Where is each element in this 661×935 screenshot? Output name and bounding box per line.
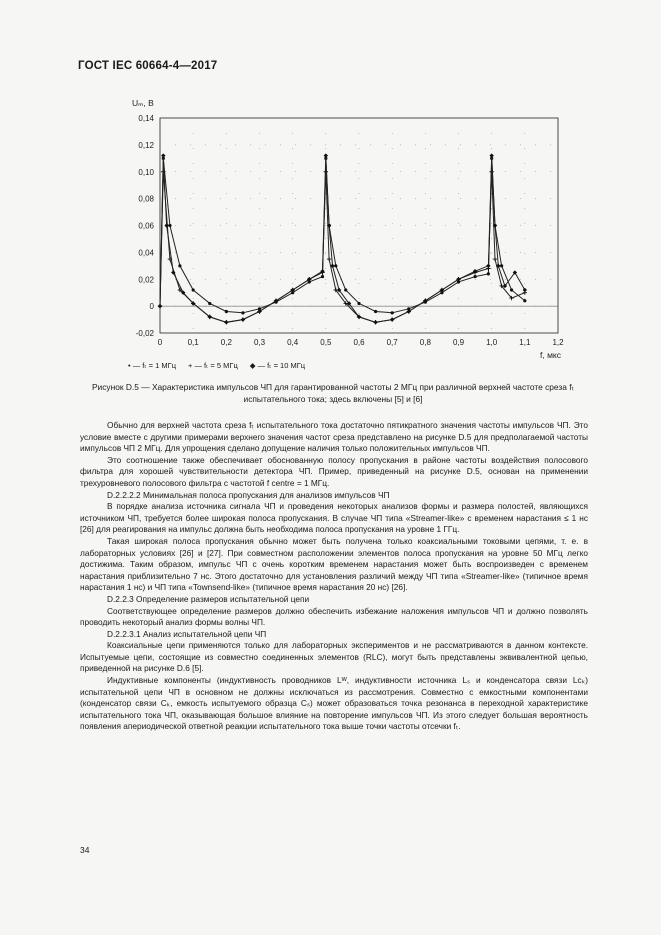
chart-legend xyxy=(128,361,305,370)
paragraph: В порядке анализа источника сигнала ЧП и проведения некоторых анализов формы и размера полостей, являющихся источником ЧП, требуется более широкая полоса пропускания. В случае ЧП типа «Streamer-like» с временем нарастания ≤ 1 нс [26] для реагирования на импульс должна быть необходима полоса пропускания на уровне 1 ГГц. xyxy=(80,501,588,535)
series-point xyxy=(487,272,490,275)
series-point xyxy=(473,275,476,278)
x-tick-label: 0,7 xyxy=(386,338,398,347)
series-point xyxy=(374,310,377,313)
y-tick-label: 0,08 xyxy=(138,194,154,204)
series-point xyxy=(510,288,513,291)
body-text xyxy=(80,420,588,733)
series-point xyxy=(178,264,181,267)
series-line xyxy=(160,156,525,323)
paragraph: Обычно для верхней частота среза fₜ испытательного тока достаточно пятикратного значения частоты импульсов ЧП. Это условие вместе с другими примерами верхнего значения частот среза представлено на рисунке D.5 для предполагаемой частоты импульсов ЧП 2 МГц. Для упрощения сделано допущение наличия только положительных импульсов ЧП. xyxy=(80,420,588,454)
x-tick-label: 0,8 xyxy=(419,338,431,347)
y-tick-label: -0,02 xyxy=(135,329,154,338)
y-tick-label: 0,14 xyxy=(138,114,154,123)
y-axis-label: Uₘ, В xyxy=(132,98,154,108)
x-tick-label: 0,1 xyxy=(187,338,199,347)
series-point xyxy=(241,311,244,314)
series-point xyxy=(344,288,347,291)
chart xyxy=(0,0,661,380)
series-point xyxy=(321,275,324,278)
page-number: 34 xyxy=(80,845,90,855)
series-point xyxy=(523,288,527,292)
x-tick-label: 0,2 xyxy=(220,338,232,347)
paragraph: Такая широкая полоса пропускания обычно может быть получена только коаксиальными токовыми цепями, т. е. в лабораторных условиях [26] и [27]. При совместном расположении элементов полоса пропускания на уровне 50 МГц легко достижима. Таким образом, импульс ЧП с очень коротким временем нарастания может быть воспроизведен с временем нарастания приблизительно 7 нс. Этого достаточно для установления различий между ЧП типа «Streamer-like» (типичное время нарастания 1 нс) и ЧП типа «Townsend-like» (типичное время нарастания 20 нс) [26]. xyxy=(80,535,588,593)
x-tick-label: 1,0 xyxy=(486,338,498,347)
x-tick-label: 0,9 xyxy=(452,338,465,347)
paragraph: Это соотношение также обеспечивает обоснованную полосу пропускания в районе частоты воздействия полосового фильтра для хорошей чувствительности детектора ЧП. Пример, приведенный на рисунке D.5, основан на применении трехуровневого полосового фильтра с частотой f centre = 1 МГц. xyxy=(80,454,588,488)
x-tick-label: 0,4 xyxy=(287,338,299,347)
section-heading: D.2.2.2.2 Минимальная полоса пропускания для анализов импульсов ЧП xyxy=(107,489,390,500)
section-heading: D.2.2.3 Определение размеров испытательной цепи xyxy=(107,593,310,604)
y-tick-label: 0,06 xyxy=(138,221,154,231)
figure-caption: Рисунок D.5 — Характеристика импульсов ЧП для гарантированной частоты 2 МГц при различной верхней частоте среза fₜ испытательного тока; здесь включены [5] и [6] xyxy=(91,382,575,404)
series-point xyxy=(391,311,394,314)
y-tick-label: 0,12 xyxy=(138,140,154,150)
series-point xyxy=(164,223,168,227)
legend-item-10mhz: ◆ — fₜ = 10 МГц xyxy=(249,361,306,370)
series-point xyxy=(489,153,493,157)
series-point xyxy=(390,317,394,321)
y-tick-label: 0,02 xyxy=(138,275,154,285)
x-tick-label: 0 xyxy=(157,338,163,347)
plot-frame xyxy=(160,118,558,333)
x-axis-label: f, мкс xyxy=(540,350,561,360)
legend-item-1mhz: • — fₜ = 1 МГц xyxy=(128,361,176,370)
chart-svg xyxy=(0,0,661,380)
series-point xyxy=(324,153,328,157)
x-tick-label: 0,5 xyxy=(320,338,332,347)
legend-item-5mhz: + — fₜ = 5 МГц xyxy=(188,361,238,370)
series-line xyxy=(160,158,525,312)
series-point xyxy=(224,320,228,324)
y-tick-label: 0 xyxy=(149,302,154,312)
document-header: ГОСТ IEC 60664-4—2017 xyxy=(78,60,218,72)
y-tick-label: 0,04 xyxy=(138,248,154,258)
series-line xyxy=(160,172,525,322)
series-point xyxy=(161,153,165,157)
x-tick-label: 0,3 xyxy=(253,338,266,347)
series-point xyxy=(373,320,377,324)
y-tick-label: 0,10 xyxy=(138,167,154,177)
series-point xyxy=(192,288,195,291)
series-point xyxy=(225,310,228,313)
series-point xyxy=(241,317,245,321)
series-point xyxy=(208,302,211,305)
series-point xyxy=(523,299,526,302)
x-tick-label: 0,6 xyxy=(353,338,365,347)
series-point xyxy=(357,302,360,305)
section-heading: D.2.2.3.1 Анализ испытательной цепи ЧП xyxy=(107,628,267,639)
paragraph: Соответствующее определение размеров должно обеспечить избежание наложения импульсов ЧП и должно позволять проводить некоторый анализ формы волны ЧП. xyxy=(80,605,588,628)
paragraph: Индуктивные компоненты (индуктивность проводников Lᵂ, индуктивности источника Lₛ и конденсатора связи Lᴄₖ) испытательной цепи ЧП в основном не должны исключаться из рассмотрения. Совместно с емкостными компонентами (конденсатор связи Cₖ, емкость испытуемого образца Cₛ) может образоваться точка резонанса в переходной характеристике испытательного тока ЧП, оказывающая большое влияние на повторение импульсов ЧП. Из этого следует большая вероятность появления апериодической ответной реакции испытательного тока выше точки частоты отсечки fₜ. xyxy=(80,675,588,732)
series-point xyxy=(327,257,331,261)
series-point xyxy=(158,304,162,308)
paragraph: Коаксиальные цепи применяются только для лабораторных экспериментов и не рассматриваются в данном контексте. Испытуемые цепи, состоящие из совместно соединенных элементов (RLC), могут быть представлены эквивалентной цепью, приведенной на рисунке D.6 [5]. xyxy=(80,640,588,674)
x-tick-label: 1,2 xyxy=(552,338,564,347)
x-tick-label: 1,1 xyxy=(519,338,531,347)
series-point xyxy=(486,264,490,268)
series-point xyxy=(493,257,497,261)
